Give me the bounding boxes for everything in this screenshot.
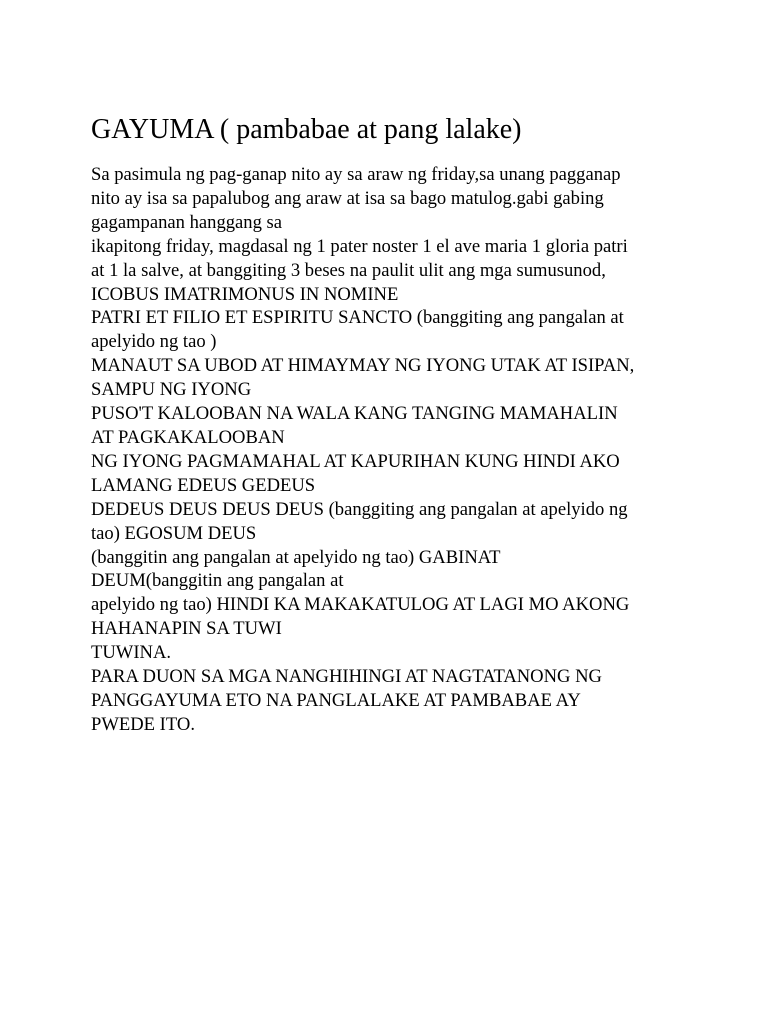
- document-title: GAYUMA ( pambabae at pang lalake): [91, 114, 522, 145]
- body-line: PATRI ET FILIO ET ESPIRITU SANCTO (banggiting ang pangalan at: [91, 307, 624, 329]
- body-line: MANAUT SA UBOD AT HIMAYMAY NG IYONG UTAK AT ISIPAN,: [91, 355, 635, 377]
- body-line: NG IYONG PAGMAMAHAL AT KAPURIHAN KUNG HINDI AKO: [91, 450, 620, 472]
- body-line: PUSO'T KALOOBAN NA WALA KANG TANGING MAMAHALIN: [91, 403, 618, 425]
- body-line: HAHANAPIN SA TUWI: [91, 618, 282, 640]
- body-line: apelyido ng tao) HINDI KA MAKAKATULOG AT LAGI MO AKONG: [91, 594, 630, 616]
- body-line: Sa pasimula ng pag-ganap nito ay sa araw ng friday,sa unang pagganap: [91, 164, 621, 185]
- body-line: DEUM(banggitin ang pangalan at: [91, 570, 344, 592]
- document-body: [91, 163, 711, 737]
- body-line: gagampanan hanggang sa: [91, 211, 283, 233]
- body-line: apelyido ng tao ): [91, 331, 217, 353]
- body-line: (banggitin ang pangalan at apelyido ng tao) GABINAT: [91, 546, 501, 568]
- body-line: PARA DUON SA MGA NANGHIHINGI AT NAGTATANONG NG: [91, 666, 602, 688]
- body-line: SAMPU NG IYONG: [91, 379, 252, 401]
- body-line: TUWINA.: [91, 642, 172, 664]
- body-line: ikapitong friday, magdasal ng 1 pater noster 1 el ave maria 1 gloria patri: [91, 235, 628, 257]
- body-line: ICOBUS IMATRIMONUS IN NOMINE: [91, 283, 399, 305]
- body-line: DEDEUS DEUS DEUS DEUS (banggiting ang pangalan at apelyido ng: [91, 498, 628, 520]
- body-line: PWEDE ITO.: [91, 713, 195, 735]
- body-line: tao) EGOSUM DEUS: [91, 522, 257, 544]
- body-line: PANGGAYUMA ETO NA PANGLALAKE AT PAMBABAE AY: [91, 689, 581, 711]
- body-line: AT PAGKAKALOOBAN: [91, 426, 285, 448]
- body-line: nito ay isa sa papalubog ang araw at isa sa bago matulog.gabi gabing: [91, 187, 604, 209]
- body-line: LAMANG EDEUS GEDEUS: [91, 474, 316, 496]
- body-line: at 1 la salve, at banggiting 3 beses na paulit ulit ang mga sumusunod,: [91, 259, 606, 281]
